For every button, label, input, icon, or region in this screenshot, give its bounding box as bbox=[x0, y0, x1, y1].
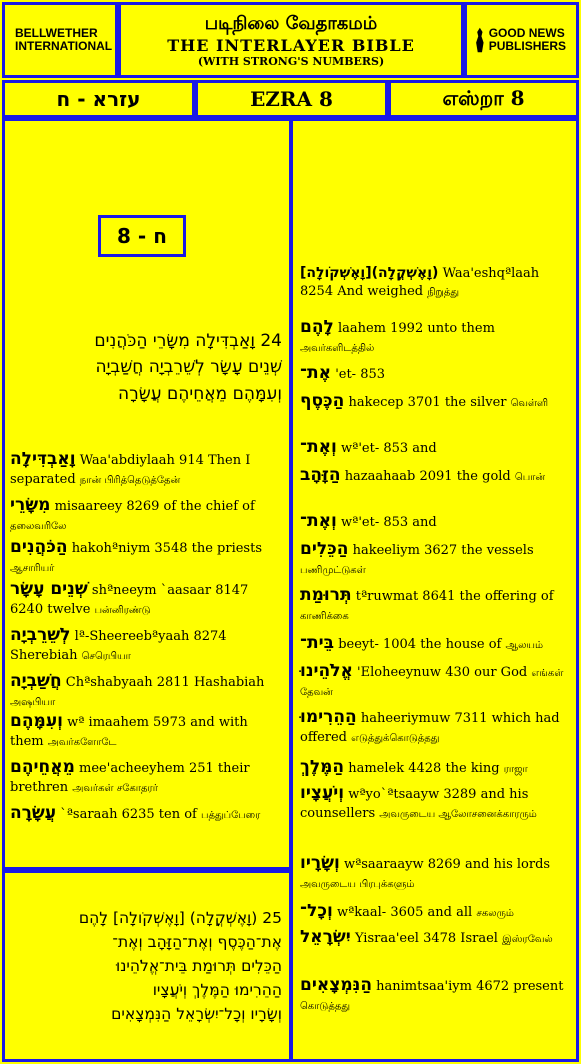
tamil-gloss: அஷபியா bbox=[10, 696, 56, 708]
entry-text: shªneeym `aasaar 8147 6240 twelve bbox=[10, 583, 249, 617]
entry-text: hakecep 3701 the silver bbox=[348, 395, 507, 410]
hebrew-word: וְכָל־ bbox=[300, 901, 333, 921]
title-english: THE INTERLAYER BIBLE bbox=[167, 35, 415, 55]
entry-text: hakohªniym 3548 the priests bbox=[71, 541, 262, 556]
ref-tamil-box bbox=[388, 80, 579, 118]
word-entry bbox=[10, 756, 280, 796]
entry-text: laahem 1992 unto them bbox=[337, 321, 495, 336]
entry-text: hakeeliym 3627 the vessels bbox=[352, 543, 534, 558]
verse-24-hebrew bbox=[14, 328, 282, 407]
hebrew-word: הַנִּמְצָאִים bbox=[300, 975, 373, 995]
tamil-gloss: தலைவரிலே bbox=[10, 520, 67, 532]
word-entry bbox=[300, 390, 570, 413]
hebrew-word: עֲשָׂרָה bbox=[10, 803, 57, 823]
word-entry bbox=[300, 926, 570, 949]
word-entry bbox=[300, 900, 570, 923]
tamil-gloss: ஆசாரியர் bbox=[10, 562, 55, 574]
ref-hebrew-box bbox=[2, 80, 195, 118]
header-title-box bbox=[118, 2, 464, 78]
tamil-gloss: வெள்ளி bbox=[510, 398, 549, 409]
tamil-gloss: பணிமுட்டுகள் bbox=[300, 564, 366, 576]
hebrew-word: שְׁנֵים עָשָׂר bbox=[10, 579, 88, 599]
tamil-gloss: எங்கள் தேவன் bbox=[300, 668, 564, 698]
word-entry bbox=[300, 782, 570, 822]
tamil-gloss: அவருடைய ஆலோசனைக்காரரும் bbox=[379, 808, 537, 820]
tamil-gloss: பத்துப்பேரை bbox=[201, 810, 261, 821]
chapter-box bbox=[98, 215, 186, 257]
entry-text: Waa'eshqªlaah 8254 And weighed bbox=[300, 266, 540, 299]
word-entry bbox=[300, 974, 570, 1014]
hebrew-word: לְשֵׁרֵבְיָה bbox=[10, 625, 71, 645]
word-entry bbox=[10, 494, 280, 534]
word-entry bbox=[10, 802, 280, 825]
entry-text: wª imaahem 5973 and with them bbox=[10, 715, 248, 749]
bellwether-logo-text: BELLWETHER INTERNATIONAL bbox=[15, 26, 113, 53]
hebrew-word: הַהֵרִימוּ bbox=[300, 707, 357, 727]
verse-line: 24 וָאַבְדִּילָה מִשָּׂרֵי הַכֹּהֲנִים bbox=[94, 331, 282, 351]
entry-text: wªsaaraayw 8269 and his lords bbox=[343, 857, 551, 872]
hebrew-word: וְיֹעֲצָיו bbox=[300, 783, 345, 803]
entry-text: mee'acheeyhem 251 their brethren bbox=[10, 761, 250, 795]
entry-text: 'Eloheeynuw 430 our God bbox=[357, 665, 528, 680]
hebrew-word: וְאֶת־ bbox=[300, 437, 337, 457]
entry-text: wª'et- 853 and bbox=[341, 515, 437, 530]
word-entry bbox=[300, 584, 570, 624]
tamil-gloss: இஸ்ரவேல் bbox=[502, 934, 553, 945]
tamil-gloss: பன்னிரண்டு bbox=[94, 604, 151, 616]
tamil-gloss: காணிக்கை bbox=[300, 610, 349, 622]
word-entry bbox=[300, 436, 570, 459]
hebrew-word: תְּרוּמַת bbox=[300, 585, 352, 605]
hebrew-word: אֱלֹהֵינוּ bbox=[300, 661, 353, 681]
hebrew-word: הַכֹּהֲנִים bbox=[10, 537, 68, 557]
hebrew-word: חֲשַׁבְיָה bbox=[10, 671, 62, 691]
entry-text: wª'et- 853 and bbox=[341, 441, 437, 456]
tamil-gloss: ஆலயம் bbox=[505, 640, 544, 651]
word-entry bbox=[10, 670, 280, 710]
entry-text: wªkaal- 3605 and all bbox=[336, 905, 473, 920]
entry-text: beeyt- 1004 the house of bbox=[338, 637, 502, 652]
subtitle: (WITH STRONG'S NUMBERS) bbox=[197, 54, 385, 68]
tamil-gloss: நிறுத்து bbox=[427, 286, 460, 298]
hebrew-word: וְעִמָּהֶם bbox=[10, 711, 63, 731]
hebrew-word: [וָאֶשְׁקֹולָה](וָאֶשְׁקֳלָה) bbox=[300, 265, 439, 281]
hebrew-word: הַמֶּלֶךְ bbox=[300, 757, 345, 777]
tamil-gloss: அவர்களோடே bbox=[47, 736, 117, 748]
good-news-logo bbox=[474, 12, 572, 68]
hebrew-word: וָאַבְדִּילָה bbox=[10, 449, 76, 469]
verse-line: שְׁנֵים עָשָׂר לְשֵׁרֵבְיָה חֲשַׁבְיָה bbox=[95, 357, 282, 378]
word-entry bbox=[300, 464, 570, 487]
tamil-gloss: அவர்களிடத்தில் bbox=[300, 342, 375, 354]
entry-text: Waa'abdiylaah 914 Then I separated bbox=[10, 453, 251, 487]
word-entry bbox=[300, 362, 570, 385]
entry-text: haheeriymuw 7311 which had offered bbox=[300, 711, 560, 745]
word-entry bbox=[10, 710, 280, 750]
word-entry bbox=[300, 632, 570, 655]
title-tamil: படிநிலை வேதாகமம் bbox=[204, 12, 378, 34]
ref-tamil: எஸ்றா 8 bbox=[442, 85, 525, 110]
verse-25-hebrew bbox=[10, 906, 282, 1026]
word-entry bbox=[300, 706, 570, 746]
word-entry bbox=[300, 538, 570, 578]
hebrew-word: וְשָׂרָיו bbox=[300, 853, 340, 873]
entry-text: misaareey 8269 of the chief of bbox=[54, 499, 255, 514]
verse-line: 25 (וָאֶשְׁקֳלָה) [וָאֶשְׁקֹולָה] לָהֶם bbox=[78, 909, 282, 927]
tamil-gloss: அவர்கள் சகோதரர் bbox=[72, 782, 158, 794]
verse-line: הַכֵּלִים תְּרוּמַת בֵּית־אֱלֹהֵינוּ bbox=[115, 957, 282, 976]
entry-text: lª-Sheereebªyaah 8274 Sherebiah bbox=[10, 629, 227, 663]
entry-text: 'et- 853 bbox=[335, 367, 386, 382]
hebrew-word: וְאֶת־ bbox=[300, 511, 337, 531]
entry-text: tªruwmat 8641 the offering of bbox=[355, 589, 554, 604]
word-entry bbox=[300, 756, 570, 779]
entry-text: Yisraa'eel 3478 Israel bbox=[354, 931, 498, 946]
entry-text: hanimtsaa'iym 4672 present bbox=[376, 979, 564, 994]
chapter-label: ח - 8 bbox=[117, 224, 167, 248]
hebrew-word: הַכֶּסֶף bbox=[300, 391, 345, 411]
entry-text: Chªshabyaah 2811 Hashabiah bbox=[65, 675, 265, 690]
word-entry bbox=[300, 264, 570, 300]
entry-text: `ªsaraah 6235 ten of bbox=[60, 807, 197, 822]
word-entry bbox=[300, 852, 570, 892]
hebrew-word: מֵאֲחֵיהֶם bbox=[10, 757, 75, 777]
tamil-gloss: கொடுத்தது bbox=[300, 1000, 351, 1012]
tamil-gloss: நான் பிரித்தெடுத்தேன் bbox=[79, 474, 181, 486]
tamil-gloss: ராஜா bbox=[503, 764, 528, 775]
verse-line: הַהֵרִימוּ הַמֶּלֶךְ וְיֹעֲצָיו bbox=[152, 981, 282, 1000]
entry-text: hamelek 4428 the king bbox=[348, 761, 500, 776]
word-entry bbox=[300, 316, 570, 356]
word-entry bbox=[300, 660, 570, 700]
hebrew-word: מִשָּׂרֵי bbox=[10, 495, 51, 515]
word-entry bbox=[10, 448, 280, 488]
ref-english-box bbox=[195, 80, 388, 118]
entry-text: wªyo`ªtsaayw 3289 and his counsellers bbox=[300, 787, 529, 821]
good-news-logo-text: GOOD NEWS PUBLISHERS bbox=[488, 26, 567, 53]
word-entry bbox=[10, 578, 280, 618]
hebrew-word: לָהֶם bbox=[300, 317, 334, 337]
hebrew-word: בֵּית־ bbox=[300, 633, 335, 653]
hebrew-word: אֶת־ bbox=[300, 363, 332, 383]
verse-line: וְעִמָּהֶם מֵאֲחֵיהֶם עֲשָׂרָה bbox=[118, 383, 282, 404]
bellwether-logo bbox=[12, 12, 112, 68]
word-entry bbox=[10, 624, 280, 664]
hebrew-word: יִשְׂרָאֵל bbox=[300, 927, 351, 947]
ram-figure-icon bbox=[474, 15, 486, 65]
tamil-gloss: சகலரும் bbox=[476, 908, 514, 919]
hebrew-word: הַזָּהָב bbox=[300, 465, 341, 485]
tamil-gloss: அவருடைய பிரபுக்களும் bbox=[300, 878, 415, 890]
ref-hebrew: עזרא - ח bbox=[56, 87, 141, 111]
tamil-gloss: எடுத்துக்கொடுத்தது bbox=[351, 732, 440, 744]
word-entry bbox=[300, 510, 570, 533]
tamil-gloss: பொன் bbox=[514, 472, 546, 483]
word-entry bbox=[10, 536, 280, 576]
verse-line: וְשָׂרָיו וְכָל־יִשְׂרָאֵל הַנִּמְצָאִים bbox=[111, 1005, 282, 1024]
tamil-gloss: செரெபியா bbox=[81, 650, 131, 662]
ref-english: EZRA 8 bbox=[250, 87, 333, 111]
hebrew-word: הַכֵּלִים bbox=[300, 539, 349, 559]
entry-text: hazaahaab 2091 the gold bbox=[344, 469, 511, 484]
verse-line: אֶת־הַכֶּסֶף וְאֶת־הַזָּהָב וְאֶת־ bbox=[112, 933, 282, 952]
